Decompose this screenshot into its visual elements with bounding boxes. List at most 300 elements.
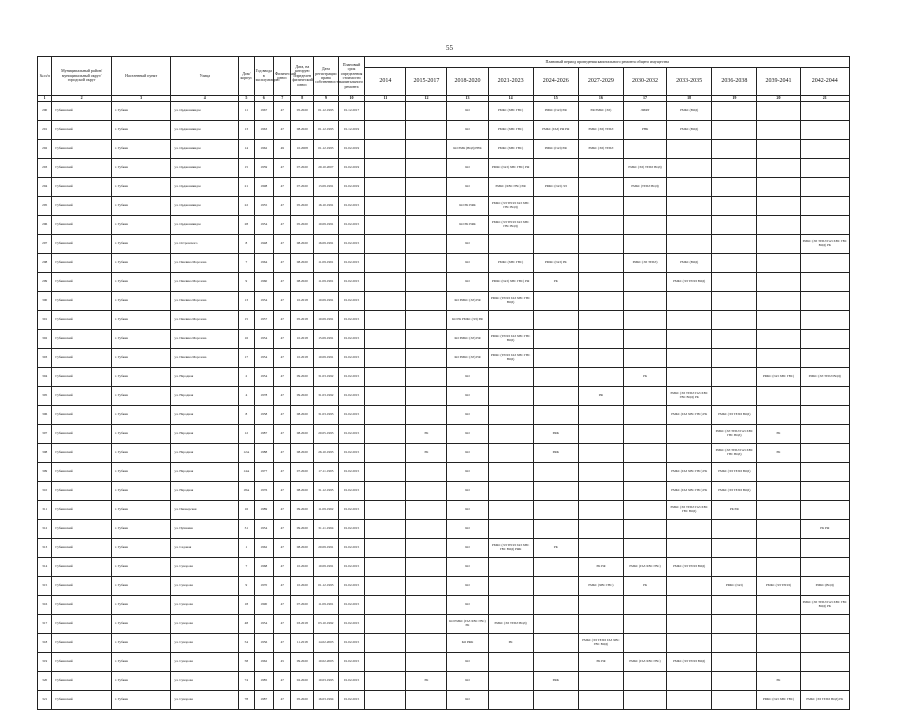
table-row <box>38 330 850 349</box>
col-street-header: Улица <box>171 57 239 96</box>
repair-period-cell: РМКС (ЭЛ ТЕПЛ ГАЗ ХВС ГВС ВОД) РК <box>667 387 712 406</box>
date-reg-cell: 11.09.1991 <box>314 596 339 615</box>
house-cell: 13 <box>239 121 254 140</box>
repair-period-cell <box>757 520 800 539</box>
repair-period-cell <box>667 672 712 691</box>
repair-period-cell <box>800 121 849 140</box>
date-reg-cell: 01.12.1993 <box>314 102 339 121</box>
repair-period-cell: КО <box>447 102 488 121</box>
wear-cell: 47 <box>274 672 291 691</box>
street-cell: ул. Народная <box>171 444 239 463</box>
repair-period-cell: КО <box>447 577 488 596</box>
repair-period-cell <box>365 425 406 444</box>
settlement-cell: г. Губкин <box>111 653 171 672</box>
repair-period-cell: РМКС (ЭЛ ТЕПЛ ГАЗ ХВС ГВС ВОД) РФК <box>488 539 533 558</box>
table-row <box>38 577 850 596</box>
street-cell: ул. Орджоникидзе <box>171 140 239 159</box>
repair-period-cell <box>406 653 447 672</box>
wear-cell: 47 <box>274 444 291 463</box>
row-number: 320 <box>38 672 52 691</box>
repair-period-cell: РК <box>406 672 447 691</box>
date-reg-cell: 31.03.1992 <box>314 368 339 387</box>
date-tech-cell: 08.2020 <box>291 425 314 444</box>
date-tech-cell: 11.2018 <box>291 634 314 653</box>
repair-period-cell <box>578 501 623 520</box>
deadline-cell: 01.02.2015 <box>338 691 365 710</box>
repair-period-cell: РМКС (ЭЛ ТЕПЛ ВОД) <box>667 653 712 672</box>
table-row <box>38 539 850 558</box>
column-number: 3 <box>111 96 171 102</box>
table-row <box>38 425 850 444</box>
repair-period-cell: КО <box>447 463 488 482</box>
year-built-cell: 1954 <box>254 520 274 539</box>
municipality-cell: Губкинский <box>52 197 112 216</box>
year-built-cell: 1985 <box>254 672 274 691</box>
repair-period-cell: РМКС (ГАЗ ХВС ГВС) <box>623 653 666 672</box>
date-tech-cell: 08.2020 <box>291 235 314 254</box>
repair-period-cell <box>757 615 800 634</box>
year-built-cell: 1967 <box>254 102 274 121</box>
column-number: 10 <box>338 96 365 102</box>
repair-period-cell <box>406 140 447 159</box>
date-tech-cell: 08.2020 <box>291 539 314 558</box>
municipality-cell: Губкинский <box>52 539 112 558</box>
repair-period-cell: РМКС (ГАЗ ХВС ГВС) РК <box>667 482 712 501</box>
deadline-cell: 01.02.2015 <box>338 387 365 406</box>
date-tech-cell: 08.2020 <box>291 273 314 292</box>
repair-period-cell <box>406 178 447 197</box>
date-tech-cell: 09.2020 <box>291 520 314 539</box>
repair-period-cell <box>800 273 849 292</box>
repair-period-cell: КО <box>447 406 488 425</box>
table-row <box>38 311 850 330</box>
street-cell: ул. Суворова <box>171 577 239 596</box>
column-number: 1 <box>38 96 52 102</box>
repair-period-cell <box>757 387 800 406</box>
col-year-header: Год ввода в эксплуатацию <box>254 57 274 96</box>
repair-period-cell <box>712 216 757 235</box>
deadline-cell: 01.02.2015 <box>338 235 365 254</box>
repair-period-cell <box>712 292 757 311</box>
repair-period-cell <box>365 691 406 710</box>
repair-period-cell <box>578 273 623 292</box>
repair-period-cell <box>533 653 578 672</box>
year-built-cell: 1962 <box>254 140 274 159</box>
wear-cell: 47 <box>274 273 291 292</box>
repair-period-cell: КО <box>447 121 488 140</box>
repair-period-cell: РМКС (ЭЛ ТЕПЛ ГАЗ ХВС ГВС ВОД) <box>578 634 623 653</box>
municipality-cell: Губкинский <box>52 254 112 273</box>
repair-period-cell <box>623 501 666 520</box>
repair-period-cell <box>578 216 623 235</box>
date-reg-cell: 31.03.1992 <box>314 387 339 406</box>
repair-period-cell <box>757 140 800 159</box>
repair-period-cell <box>757 273 800 292</box>
table-row <box>38 159 850 178</box>
repair-period-cell <box>406 406 447 425</box>
repair-period-cell: РК РФ <box>578 558 623 577</box>
repair-period-cell: РМКС (ГАЗ) РФ РФ <box>533 121 578 140</box>
repair-period-cell <box>365 368 406 387</box>
column-number: 13 <box>447 96 488 102</box>
repair-period-cell <box>623 387 666 406</box>
repair-period-cell: КО РМК (ВОД) РНК <box>447 140 488 159</box>
repair-period-cell <box>406 463 447 482</box>
municipality-cell: Губкинский <box>52 349 112 368</box>
repair-period-cell: КО <box>447 425 488 444</box>
municipality-cell: Губкинский <box>52 159 112 178</box>
date-reg-cell: 16.09.1991 <box>314 235 339 254</box>
date-reg-cell: 31.12.1995 <box>314 482 339 501</box>
year-header: 2021-2023 <box>488 68 533 96</box>
repair-period-cell: РК <box>623 368 666 387</box>
house-cell: 8 <box>239 235 254 254</box>
settlement-cell: г. Губкин <box>111 577 171 596</box>
row-number: 291 <box>38 121 52 140</box>
row-number: 315 <box>38 577 52 596</box>
repair-period-cell: РМКС (ЭЛ ТЕПЛ) <box>757 577 800 596</box>
row-number: 313 <box>38 539 52 558</box>
repair-period-cell <box>712 254 757 273</box>
house-cell: 16 <box>239 501 254 520</box>
repair-period-cell <box>800 254 849 273</box>
repair-period-cell <box>578 615 623 634</box>
repair-period-cell: РК <box>533 539 578 558</box>
repair-period-cell <box>365 387 406 406</box>
settlement-cell: г. Губкин <box>111 558 171 577</box>
repair-period-cell <box>406 691 447 710</box>
repair-period-cell <box>623 634 666 653</box>
municipality-cell: Губкинский <box>52 691 112 710</box>
repair-period-cell: КО <box>447 539 488 558</box>
deadline-cell: 01.02.2015 <box>338 596 365 615</box>
wear-cell: 47 <box>274 482 291 501</box>
street-cell: ул. Орджоникидзе <box>171 178 239 197</box>
date-reg-cell: 10.09.1991 <box>314 216 339 235</box>
repair-period-cell <box>406 634 447 653</box>
year-built-cell: 1990 <box>254 596 274 615</box>
repair-period-cell <box>800 311 849 330</box>
deadline-cell: 01.02.2015 <box>338 482 365 501</box>
repair-period-cell: РМКС (ТЕПЛ ГАЗ ХВС ГВС ВОД) <box>488 292 533 311</box>
repair-period-cell <box>488 558 533 577</box>
repair-period-cell: РМКС (ЭЛ ТЕПЛ ГАЗ ХВС ГВС ВОД) <box>488 216 533 235</box>
street-cell: ул. Павлика Морозова <box>171 311 239 330</box>
repair-period-cell: РМКС (ЭЛ ТЕПЛ ВОД) <box>712 482 757 501</box>
repair-period-cell: КО <box>447 672 488 691</box>
date-tech-cell: 09.2020 <box>291 501 314 520</box>
year-built-cell: 1987 <box>254 425 274 444</box>
repair-period-cell <box>757 197 800 216</box>
repair-period-cell <box>578 349 623 368</box>
street-cell: ул. Народная <box>171 482 239 501</box>
repair-period-cell: РМКС (ХВС ГВС) <box>488 102 533 121</box>
repair-period-cell <box>533 691 578 710</box>
street-cell: ул. Суворова <box>171 691 239 710</box>
repair-period-cell <box>578 235 623 254</box>
settlement-cell: г. Губкин <box>111 159 171 178</box>
col-house-header: Дом/ корпус <box>239 57 254 96</box>
repair-period-cell: РМКС (ГАЗ ХВС ГВС) <box>623 558 666 577</box>
year-built-cell: 1989 <box>254 501 274 520</box>
table-row <box>38 558 850 577</box>
repair-period-cell <box>623 349 666 368</box>
repair-period-cell <box>533 406 578 425</box>
repair-period-cell <box>365 121 406 140</box>
col-wear-header: Физический износ <box>274 57 291 96</box>
date-reg-cell: 11.09.1991 <box>314 273 339 292</box>
repair-period-cell: КО <box>447 482 488 501</box>
date-tech-cell: 05.2020 <box>291 216 314 235</box>
house-cell: 21 <box>239 178 254 197</box>
deadline-cell: 01.02.2015 <box>338 216 365 235</box>
repair-period-cell: РМКС (ВОД) <box>667 254 712 273</box>
repair-period-cell: РМКС (ВОД) <box>667 121 712 140</box>
repair-period-cell <box>533 482 578 501</box>
repair-period-cell <box>757 558 800 577</box>
repair-period-cell <box>578 330 623 349</box>
repair-period-cell <box>533 596 578 615</box>
capital-repair-table <box>37 56 850 710</box>
repair-period-cell <box>406 311 447 330</box>
repair-period-cell <box>712 653 757 672</box>
repair-period-cell: КО <box>447 596 488 615</box>
deadline-cell: 01.12.2017 <box>338 102 365 121</box>
repair-period-cell: РМКС (ЭЛ) ТЕПЛ <box>578 121 623 140</box>
date-tech-cell: 05.2018 <box>291 311 314 330</box>
wear-cell: 47 <box>274 463 291 482</box>
repair-period-cell <box>800 140 849 159</box>
repair-period-cell: РМКС (ГАЗ ХВС ГВС) <box>757 368 800 387</box>
year-built-cell: 1987 <box>254 691 274 710</box>
settlement-cell: г. Губкин <box>111 178 171 197</box>
repair-period-cell <box>365 634 406 653</box>
deadline-cell: 01.02.2015 <box>338 406 365 425</box>
repair-period-cell <box>365 653 406 672</box>
date-reg-cell: 17.11.1995 <box>314 463 339 482</box>
repair-period-cell <box>667 235 712 254</box>
col-no-header: № п/п <box>38 57 52 96</box>
repair-period-cell <box>365 463 406 482</box>
wear-cell: 47 <box>274 330 291 349</box>
date-reg-cell: 01.12.1993 <box>314 577 339 596</box>
wear-cell: 47 <box>274 349 291 368</box>
repair-period-cell <box>800 444 849 463</box>
col-planned-period-header: Плановый период проведения капитального ремонта общего имущества <box>365 57 850 68</box>
house-cell: 22 <box>239 197 254 216</box>
repair-period-cell <box>712 273 757 292</box>
repair-period-cell <box>712 539 757 558</box>
repair-period-cell <box>406 501 447 520</box>
municipality-cell: Губкинский <box>52 463 112 482</box>
repair-period-cell <box>757 254 800 273</box>
repair-period-cell <box>712 178 757 197</box>
settlement-cell: г. Губкин <box>111 444 171 463</box>
deadline-cell: 01.02.2015 <box>338 672 365 691</box>
repair-period-cell <box>667 539 712 558</box>
year-built-cell: 1959 <box>254 159 274 178</box>
repair-period-cell <box>667 520 712 539</box>
settlement-cell: г. Губкин <box>111 273 171 292</box>
column-number: 16 <box>578 96 623 102</box>
house-cell: 12 <box>239 425 254 444</box>
house-cell: 1 <box>239 539 254 558</box>
wear-cell: 47 <box>274 311 291 330</box>
wear-cell: 47 <box>274 121 291 140</box>
row-number: 295 <box>38 197 52 216</box>
row-number: 300 <box>38 292 52 311</box>
repair-period-cell <box>800 349 849 368</box>
wear-cell: 47 <box>274 292 291 311</box>
repair-period-cell: РМКС (ЭЛ ТЕПЛ ВОД) <box>712 463 757 482</box>
repair-period-cell <box>757 159 800 178</box>
year-built-cell: 1954 <box>254 368 274 387</box>
repair-period-cell <box>533 520 578 539</box>
column-number: 21 <box>800 96 849 102</box>
house-cell: 13 <box>239 292 254 311</box>
deadline-cell: 01.12.2019 <box>338 121 365 140</box>
repair-period-cell <box>533 330 578 349</box>
municipality-cell: Губкинский <box>52 216 112 235</box>
row-number: 303 <box>38 349 52 368</box>
repair-period-cell: КО <box>447 520 488 539</box>
repair-period-cell <box>406 254 447 273</box>
settlement-cell: г. Губкин <box>111 330 171 349</box>
street-cell: ул. Народная <box>171 387 239 406</box>
repair-period-cell <box>578 311 623 330</box>
deadline-cell: 01.02.2015 <box>338 463 365 482</box>
municipality-cell: Губкинский <box>52 444 112 463</box>
repair-period-cell <box>533 292 578 311</box>
repair-period-cell <box>488 235 533 254</box>
repair-period-cell <box>712 615 757 634</box>
repair-period-cell <box>712 197 757 216</box>
table-row <box>38 368 850 387</box>
house-cell: 15 <box>239 311 254 330</box>
repair-period-cell <box>667 140 712 159</box>
year-built-cell: 1954 <box>254 216 274 235</box>
row-number: 298 <box>38 254 52 273</box>
street-cell: ул. Суворова <box>171 596 239 615</box>
wear-cell: 47 <box>274 691 291 710</box>
row-number: 314 <box>38 558 52 577</box>
repair-period-cell <box>712 235 757 254</box>
repair-period-cell: РМКС (ЭЛ ТЕПЛ ВОД) <box>800 368 849 387</box>
repair-period-cell <box>800 159 849 178</box>
repair-period-cell <box>488 653 533 672</box>
column-number: 9 <box>314 96 339 102</box>
date-tech-cell: 07.2020 <box>291 159 314 178</box>
date-reg-cell: 10.09.1991 <box>314 349 339 368</box>
repair-period-cell <box>800 463 849 482</box>
year-built-cell: 1998 <box>254 178 274 197</box>
repair-period-cell <box>533 349 578 368</box>
repair-period-cell: РМКС (ЭЛ ТЕПЛ ВОД) <box>712 406 757 425</box>
repair-period-cell <box>365 197 406 216</box>
settlement-cell: г. Губкин <box>111 349 171 368</box>
repair-period-cell: РМКС (ТЕПЛ ВОД) <box>623 178 666 197</box>
street-cell: ул. Орджоникидзе <box>171 197 239 216</box>
settlement-cell: г. Губкин <box>111 368 171 387</box>
street-cell: ул. Народная <box>171 463 239 482</box>
repair-period-cell <box>757 501 800 520</box>
repair-period-cell <box>623 539 666 558</box>
repair-period-cell: РМКС (ЭЛ ТЕПЛ ГАЗ ХВС ГВС ВОД) РК <box>800 596 849 615</box>
date-reg-cell: 29.10.2007 <box>314 159 339 178</box>
repair-period-cell <box>757 330 800 349</box>
house-cell: 9 <box>239 273 254 292</box>
repair-period-cell: РМКС (ЭЛ ТЕПЛ ГАЗ ХВС ГВС ВОД) <box>712 425 757 444</box>
year-header: 2014 <box>365 68 406 96</box>
date-reg-cell: 01.12.1993 <box>314 121 339 140</box>
table-row <box>38 292 850 311</box>
date-tech-cell: 08.2020 <box>291 406 314 425</box>
wear-cell: 47 <box>274 539 291 558</box>
repair-period-cell <box>712 311 757 330</box>
repair-period-cell <box>667 330 712 349</box>
repair-period-cell: РМКС (ВОД) <box>800 577 849 596</box>
repair-period-cell <box>623 463 666 482</box>
repair-period-cell: РМКС (ГАЗ) РФ <box>533 102 578 121</box>
street-cell: ул. Садовая <box>171 539 239 558</box>
house-cell: 14А <box>239 463 254 482</box>
row-number: 302 <box>38 330 52 349</box>
repair-period-cell <box>667 425 712 444</box>
row-number: 292 <box>38 140 52 159</box>
repair-period-cell <box>712 102 757 121</box>
repair-period-cell <box>712 387 757 406</box>
wear-cell: 47 <box>274 254 291 273</box>
date-tech-cell: 10.2018 <box>291 292 314 311</box>
repair-period-cell <box>365 577 406 596</box>
repair-period-cell: РМКС (ЭЛ ТЕПЛ ВОД) <box>667 273 712 292</box>
repair-period-cell <box>800 178 849 197</box>
repair-period-cell: РМКС (ЭЛ ТЕПЛ ВОД) <box>667 558 712 577</box>
repair-period-cell <box>578 254 623 273</box>
repair-period-cell: КО <box>447 235 488 254</box>
repair-period-cell <box>488 520 533 539</box>
wear-cell: 47 <box>274 235 291 254</box>
street-cell: ул. Орджоникидзе <box>171 159 239 178</box>
municipality-cell: Губкинский <box>52 501 112 520</box>
municipality-cell: Губкинский <box>52 235 112 254</box>
repair-period-cell <box>623 140 666 159</box>
repair-period-cell <box>488 577 533 596</box>
row-number: 319 <box>38 653 52 672</box>
repair-period-cell <box>623 330 666 349</box>
repair-period-cell <box>488 596 533 615</box>
repair-period-cell <box>800 634 849 653</box>
house-cell: 9 <box>239 577 254 596</box>
street-cell: ул. Орджоникидзе <box>171 102 239 121</box>
repair-period-cell <box>406 539 447 558</box>
repair-period-cell: РМКС (ТЕПЛ ГАЗ ХВС ГВС ВОД) <box>488 330 533 349</box>
street-cell: ул. Островского <box>171 235 239 254</box>
date-reg-cell: 20.05.1993 <box>314 425 339 444</box>
deadline-cell: 01.02.2015 <box>338 539 365 558</box>
repair-period-cell: РМКС (ХВС ГВС) <box>488 140 533 159</box>
year-built-cell: 1955 <box>254 197 274 216</box>
date-tech-cell: 10.2020 <box>291 558 314 577</box>
repair-period-cell <box>488 463 533 482</box>
year-header: 2030-2032 <box>623 68 666 96</box>
repair-period-cell: КО РК РФК <box>447 216 488 235</box>
repair-period-cell <box>623 596 666 615</box>
repair-period-cell: КО <box>447 387 488 406</box>
repair-period-cell: КО РМКС (ЭЛ) РФ <box>447 292 488 311</box>
repair-period-cell <box>757 634 800 653</box>
date-tech-cell: 10.2018 <box>291 349 314 368</box>
